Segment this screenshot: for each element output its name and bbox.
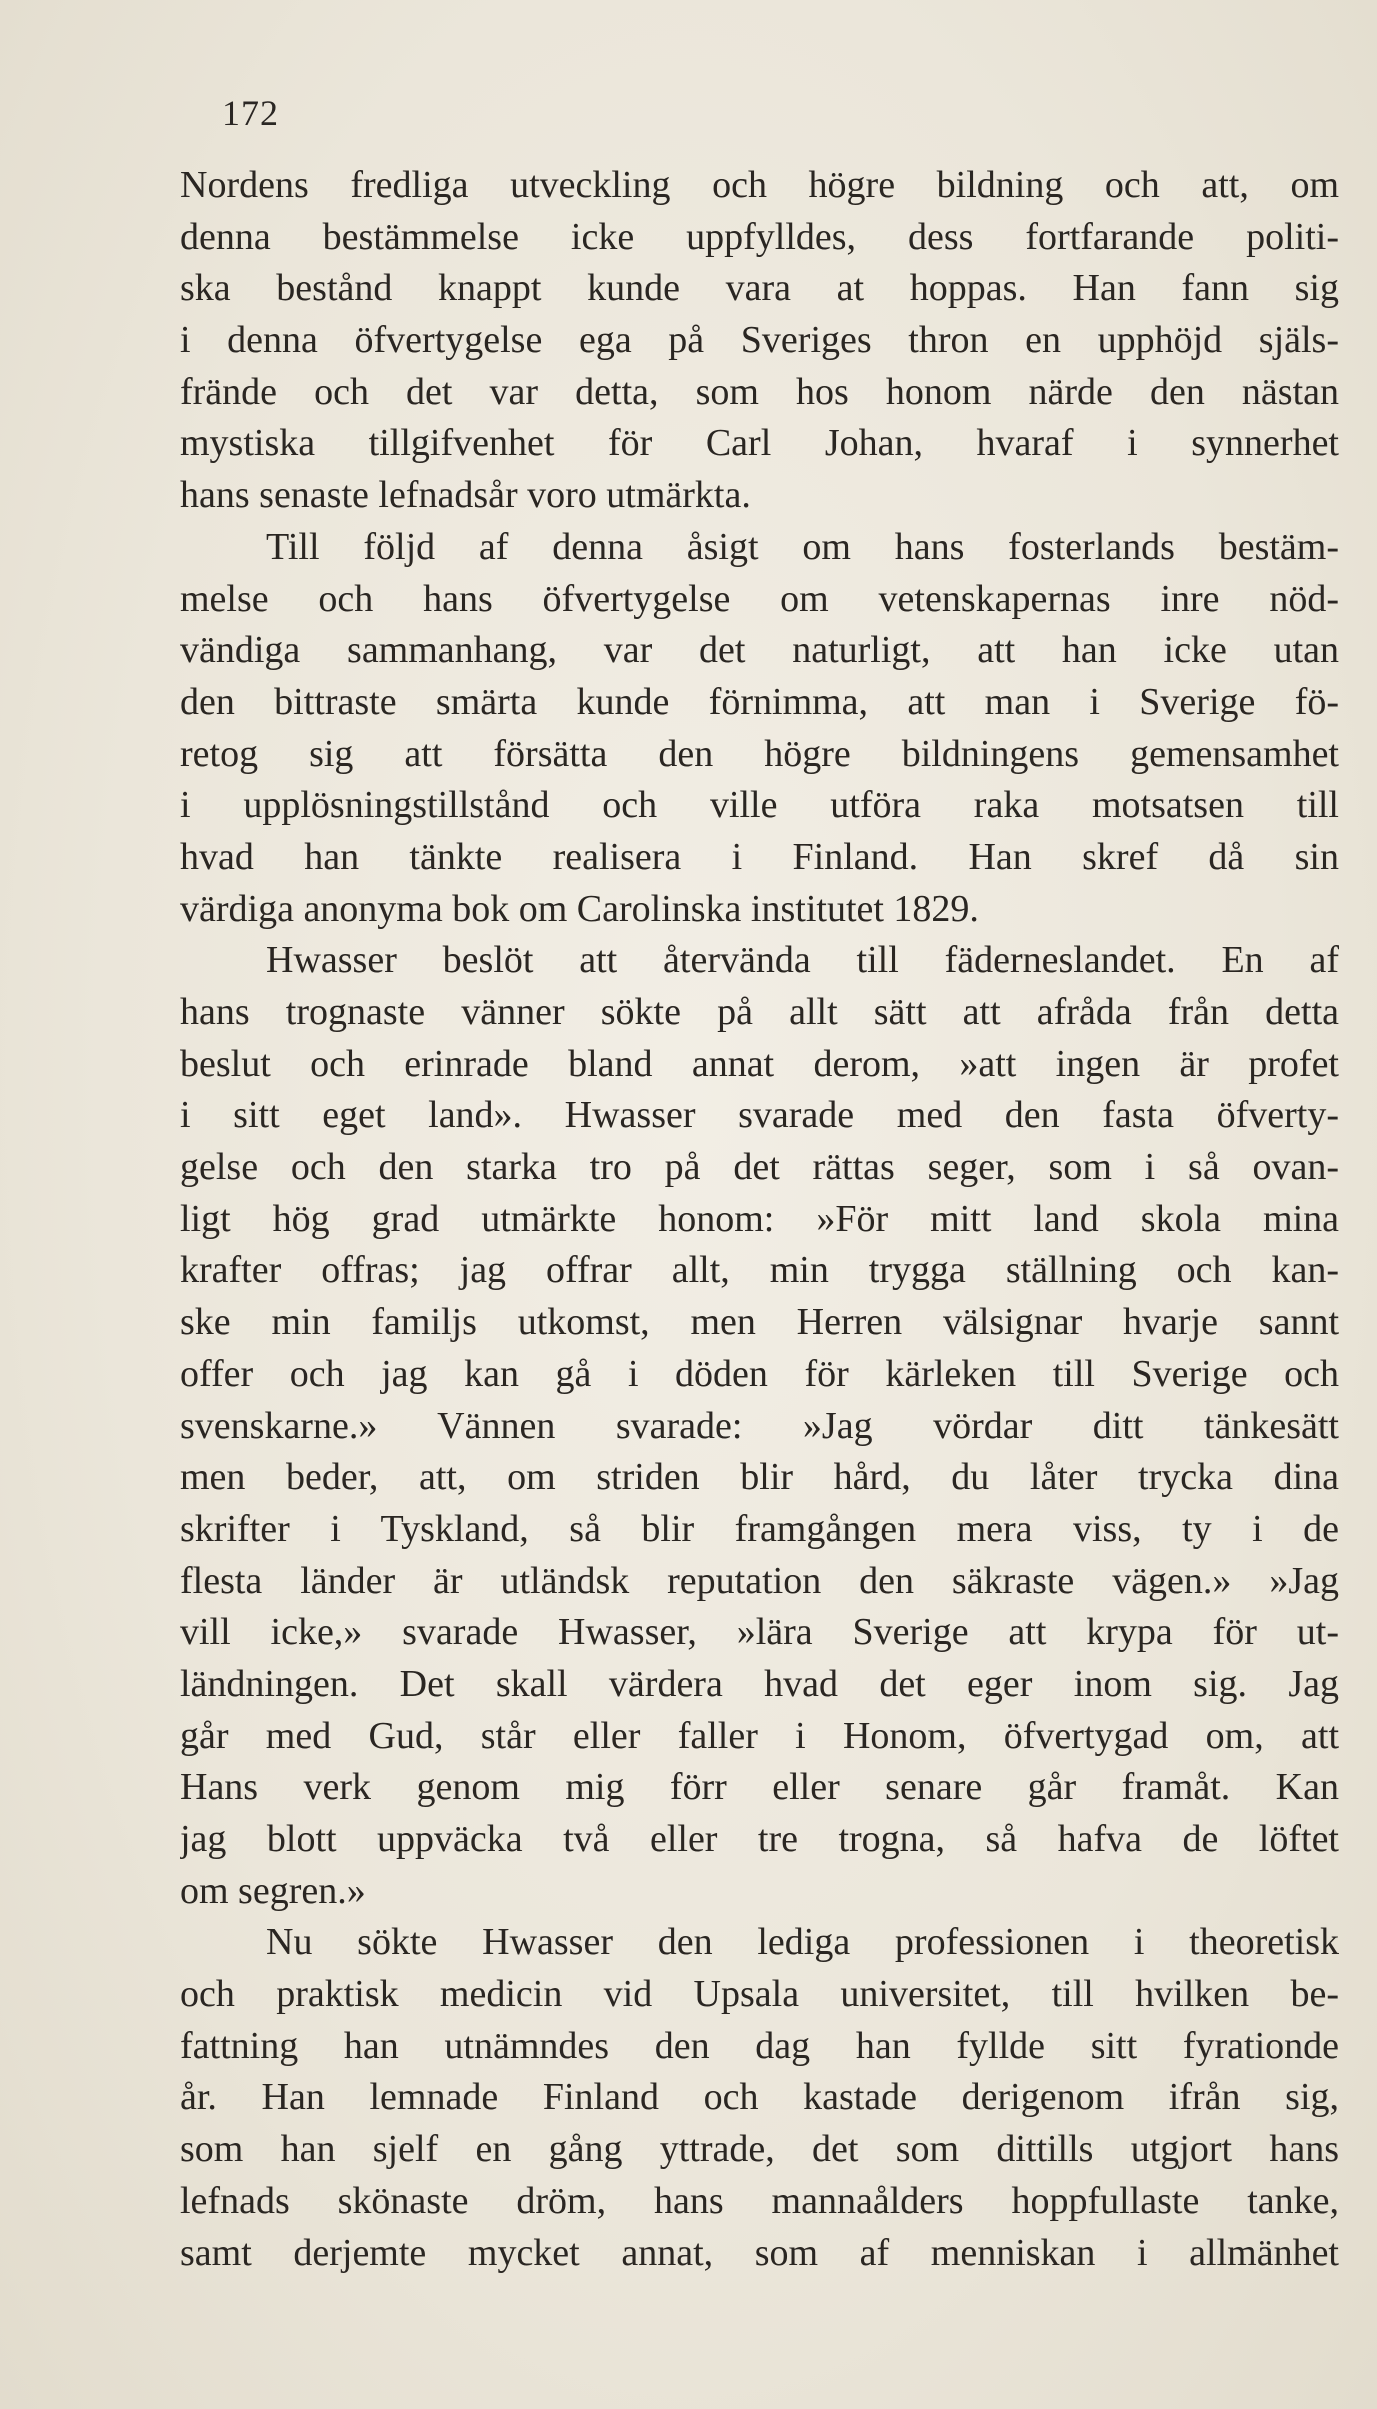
- text-line: fattning han utnämndes den dag han fyllde sitt fyrationde: [180, 2024, 1339, 2067]
- page-number: 172: [222, 93, 279, 133]
- text-line: vill icke,» svarade Hwasser, »lära Sverige att krypa för ut-: [180, 1611, 1339, 1654]
- text-line: samt derjemte mycket annat, som af menniskan i allmänhet: [180, 2231, 1339, 2274]
- text-line: Till följd af denna åsigt om hans fosterlands bestäm-: [266, 525, 1339, 568]
- text-line: ligt hög grad utmärkte honom: »För mitt land skola mina: [180, 1197, 1339, 1240]
- text-line: den bittraste smärta kunde förnimma, att man i Sverige fö-: [180, 680, 1339, 723]
- text-line: ske min familjs utkomst, men Herren välsignar hvarje sannt: [180, 1301, 1339, 1344]
- text-line: mystiska tillgifvenhet för Carl Johan, hvaraf i synnerhet: [180, 422, 1339, 465]
- text-line: melse och hans öfvertygelse om vetenskapernas inre nöd-: [180, 577, 1339, 620]
- text-line: hans senaste lefnadsår voro utmärkta.: [180, 474, 751, 517]
- text-line: Nu sökte Hwasser den lediga professionen i theoretisk: [266, 1921, 1339, 1964]
- text-line: i denna öfvertygelse ega på Sveriges thron en upphöjd själs-: [180, 319, 1339, 362]
- text-line: lefnads skönaste dröm, hans mannaålders hoppfullaste tanke,: [180, 2179, 1339, 2222]
- text-line: retog sig att försätta den högre bildningens gemensamhet: [180, 732, 1339, 775]
- text-line: vändiga sammanhang, var det naturligt, att han icke utan: [180, 629, 1339, 672]
- text-line: hans trognaste vänner sökte på allt sätt att afråda från detta: [180, 991, 1339, 1033]
- text-line: frände och det var detta, som hos honom närde den nästan: [180, 370, 1339, 413]
- text-line: gelse och den starka tro på det rättas seger, som i så ovan-: [180, 1146, 1339, 1189]
- text-line: Hwasser beslöt att återvända till fäderneslandet. En af: [266, 939, 1339, 982]
- text-line: om segren.»: [180, 1869, 366, 1912]
- text-line: skrifter i Tyskland, så blir framgången mera viss, ty i de: [180, 1507, 1339, 1550]
- text-line: Nordens fredliga utveckling och högre bildning och att, om: [180, 164, 1339, 206]
- text-line: denna bestämmelse icke uppfylldes, dess fortfarande politi-: [180, 215, 1339, 258]
- text-line: år. Han lemnade Finland och kastade derigenom ifrån sig,: [180, 2076, 1339, 2119]
- text-line: i upplösningstillstånd och ville utföra raka motsatsen till: [180, 784, 1339, 827]
- text-line: jag blott uppväcka två eller tre trogna, så hafva de löftet: [180, 1818, 1339, 1860]
- text-line: beslut och erinrade bland annat derom, »att ingen är profet: [180, 1042, 1339, 1085]
- text-line: svenskarne.» Vännen svarade: »Jag vördar ditt tänkesätt: [180, 1404, 1339, 1447]
- text-line: hvad han tänkte realisera i Finland. Han skref då sin: [180, 835, 1339, 878]
- text-line: men beder, att, om striden blir hård, du låter trycka dina: [180, 1456, 1339, 1499]
- text-line: krafter offras; jag offrar allt, min trygga ställning och kan-: [180, 1249, 1339, 1292]
- text-line: flesta länder är utländsk reputation den säkraste vägen.» »Jag: [180, 1559, 1339, 1602]
- text-line: värdiga anonyma bok om Carolinska institutet 1829.: [180, 887, 979, 930]
- text-line: ska bestånd knappt kunde vara at hoppas. Han fann sig: [180, 267, 1339, 310]
- text-line: ländningen. Det skall värdera hvad det eger inom sig. Jag: [180, 1662, 1339, 1705]
- text-line: som han sjelf en gång yttrade, det som dittills utgjort hans: [180, 2128, 1339, 2171]
- body-text: [180, 160, 1339, 2279]
- text-line: offer och jag kan gå i döden för kärleken till Sverige och: [180, 1352, 1339, 1395]
- text-line: går med Gud, står eller faller i Honom, öfvertygad om, att: [180, 1714, 1339, 1757]
- text-line: i sitt eget land». Hwasser svarade med den fasta öfverty-: [180, 1094, 1339, 1137]
- text-line: Hans verk genom mig förr eller senare går framåt. Kan: [180, 1766, 1339, 1809]
- text-line: och praktisk medicin vid Upsala universitet, till hvilken be-: [180, 1973, 1339, 2016]
